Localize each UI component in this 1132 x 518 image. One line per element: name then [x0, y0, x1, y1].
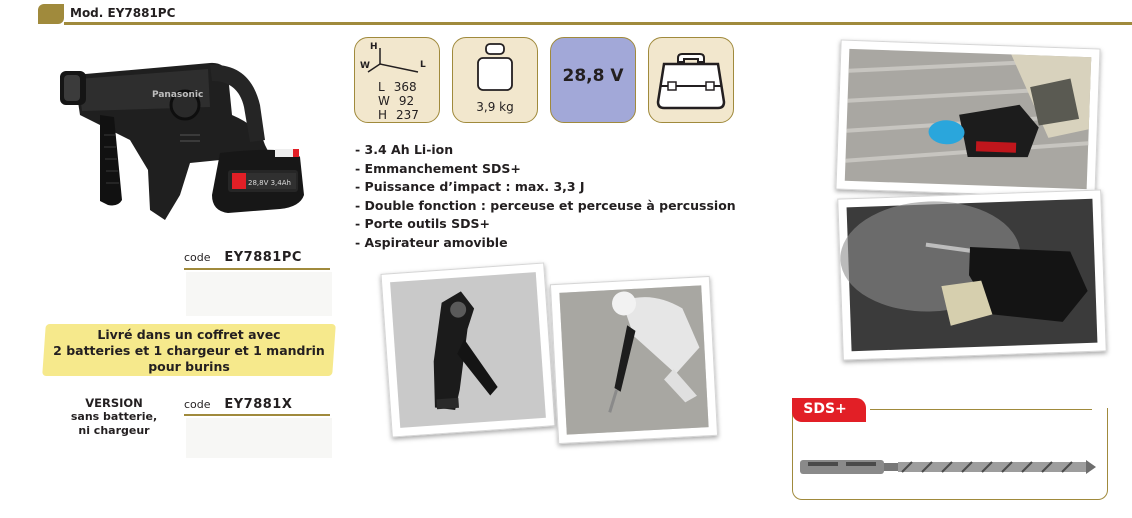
version-note	[64, 396, 164, 438]
sds-drill-bit-image	[798, 452, 1100, 482]
axis-h-label: H	[370, 42, 378, 52]
dim-row-l	[378, 80, 419, 94]
delivery-line-3: pour burins	[148, 359, 230, 374]
sds-badge-label: SDS+	[803, 401, 847, 417]
code-label-2: code	[184, 398, 211, 411]
weight-icon	[474, 42, 516, 94]
battery-label: 28,8V 3,4Ah	[248, 179, 291, 187]
dim-key: L	[378, 80, 385, 94]
photo-worker-chiseling	[550, 276, 718, 444]
version-line-2: sans batterie,	[70, 410, 158, 423]
dust-extractor-image	[382, 264, 555, 437]
dim-row-w	[378, 94, 419, 108]
code-underline	[184, 268, 330, 270]
dim-value: 237	[396, 108, 419, 122]
feature-item: - Puissance d’impact : max. 3,3 J	[355, 179, 585, 194]
dim-value: 92	[398, 94, 415, 108]
product-code: EY7881PC	[224, 250, 302, 265]
sds-top-rule	[870, 409, 1092, 410]
dimensions-values	[378, 80, 419, 122]
code-underline-2	[184, 414, 330, 416]
weight-value: 3,9 kg	[476, 100, 514, 114]
feature-item: - 3.4 Ah Li-ion	[355, 142, 454, 157]
hammer-drill-image	[60, 45, 330, 235]
code-label: code	[184, 251, 211, 264]
model-title: Mod. EY7881PC	[70, 6, 176, 20]
axis-l-label: L	[420, 60, 426, 70]
overhead-drilling-image	[836, 41, 1099, 198]
code-box-bg	[186, 272, 332, 316]
dim-key: H	[378, 108, 388, 122]
worker-chiseling-image	[551, 277, 717, 443]
header-rule	[64, 22, 1132, 25]
delivery-line-1: Livré dans un coffret avec	[97, 327, 281, 342]
feature-list	[355, 141, 736, 252]
feature-item: - Double fonction : perceuse et perceuse à percussion	[355, 197, 736, 213]
brand-logo: Panasonic	[152, 90, 204, 100]
drilling-dark-image	[838, 190, 1105, 359]
dim-value: 368	[393, 80, 417, 94]
code-box-bg-2	[186, 418, 332, 458]
feature-item: - Aspirateur amovible	[355, 234, 508, 250]
feature-item: - Porte outils SDS+	[355, 216, 490, 231]
voltage-value: 28,8 V	[562, 66, 624, 86]
dim-row-h	[378, 108, 419, 122]
photo-overhead-drilling	[835, 40, 1100, 199]
dim-key: W	[378, 94, 390, 108]
carrying-case-icon	[654, 44, 728, 116]
dimensions-axes-icon	[360, 40, 436, 80]
photo-drilling-dark	[837, 189, 1106, 360]
version-title: VERSION	[85, 396, 143, 410]
feature-item: - Emmanchement SDS+	[355, 160, 521, 176]
axis-w-label: W	[360, 61, 370, 71]
code-row-main	[184, 250, 302, 265]
product-code-2: EY7881X	[224, 397, 293, 412]
delivery-note	[40, 327, 338, 375]
photo-dust-extractor	[380, 262, 555, 437]
delivery-line-2: 2 batteries et 1 chargeur et 1 mandrin	[53, 343, 325, 358]
header-accent-square	[38, 4, 64, 24]
version-line-3: ni chargeur	[78, 424, 150, 437]
code-row-alt	[184, 397, 292, 412]
